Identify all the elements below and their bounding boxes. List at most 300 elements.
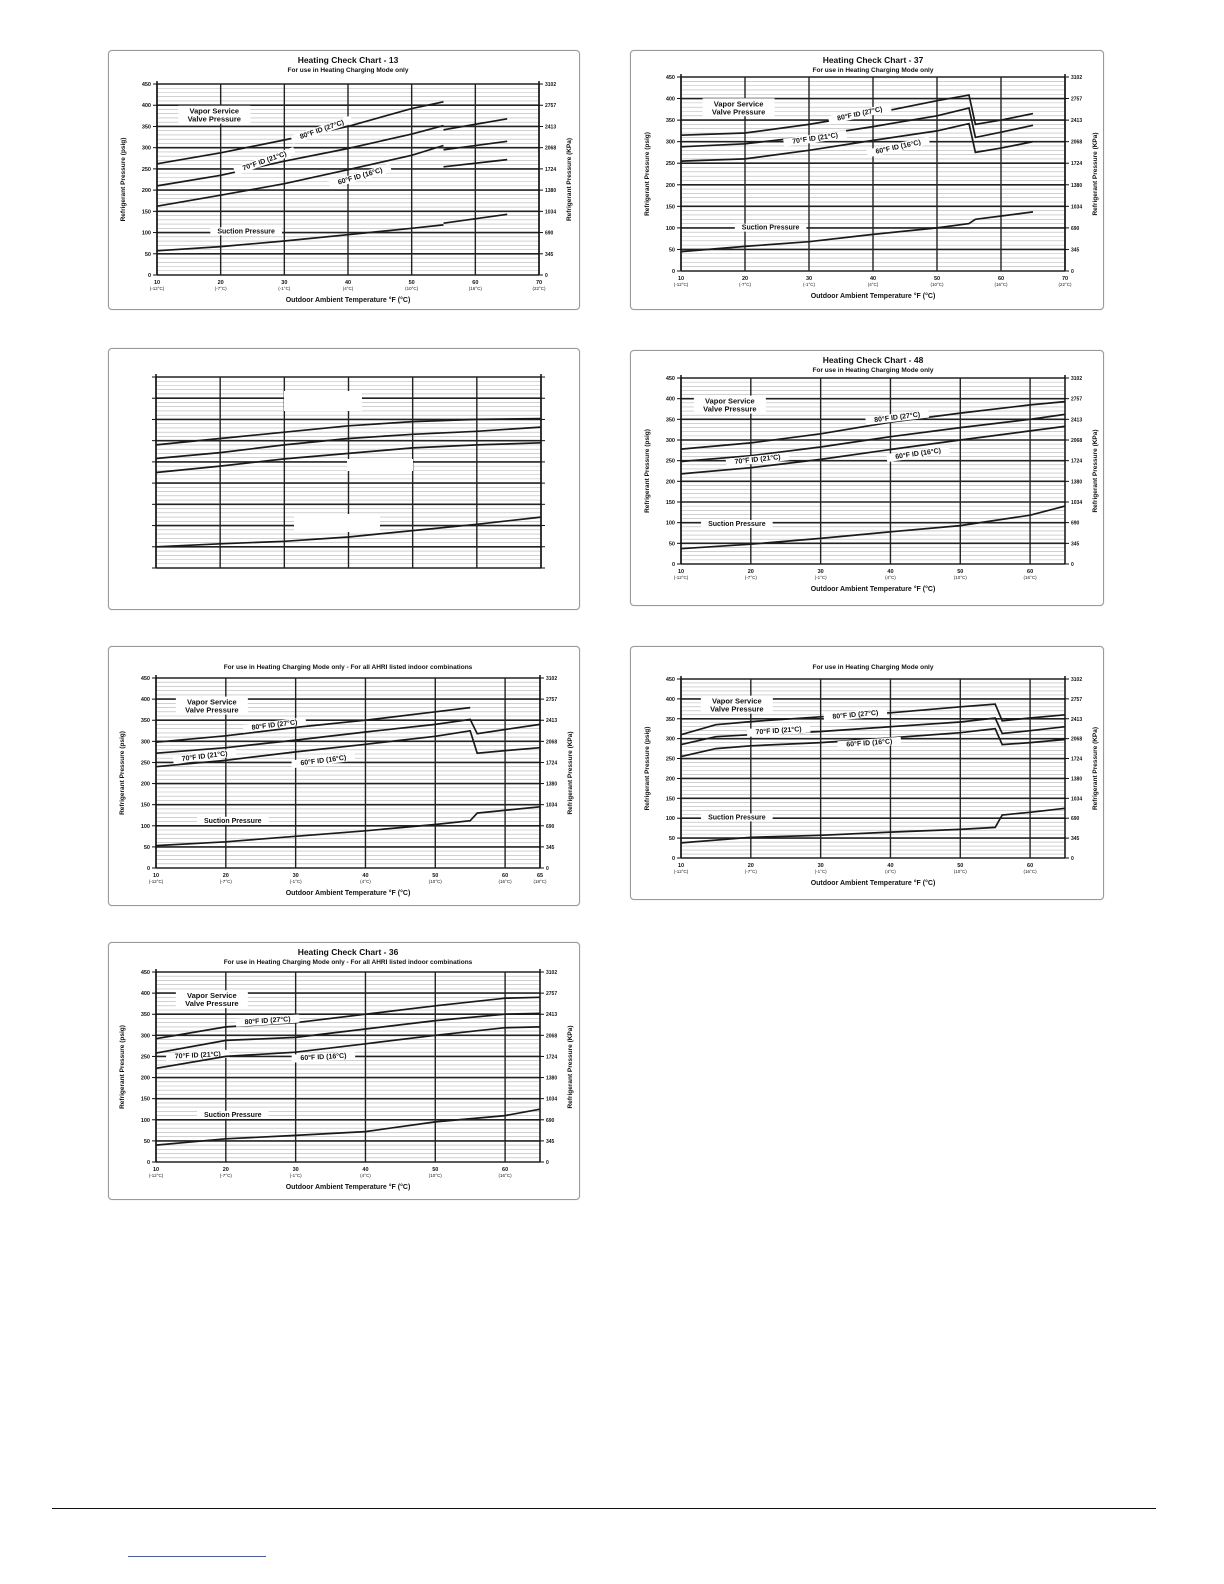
y-right-tick-label: 2757	[1071, 396, 1083, 403]
x-tick-celsius: (16°C)	[468, 286, 482, 291]
x-tick-label: 60	[997, 276, 1005, 282]
x-tick-celsius: (-7°C)	[738, 282, 752, 287]
x-tick-label: 20	[747, 863, 754, 869]
y-right-tick-label: 1724	[546, 1054, 558, 1061]
x-tick-label: 40	[362, 1167, 369, 1173]
chart-svg	[631, 647, 1103, 899]
series-label-group	[701, 520, 773, 528]
x-tick-label: 40	[887, 863, 894, 869]
y-tick-label: 350	[140, 718, 150, 725]
x-tick-celsius: (-12°C)	[148, 1173, 164, 1178]
y-tick-label: 100	[140, 1117, 150, 1124]
vapor-label-line2: Valve Pressure	[703, 404, 757, 414]
chart-svg	[109, 349, 579, 609]
y-axis-title-right: Refrigerant Pressure (KPa)	[1092, 429, 1099, 513]
x-tick-celsius: (-7°C)	[214, 286, 227, 291]
y-tick-label: 350	[665, 118, 675, 125]
series-label: Suction Pressure	[741, 224, 800, 232]
series-label-group	[197, 1111, 269, 1119]
series-label: 80°F ID (27°C)	[244, 1016, 291, 1027]
x-tick-label: 30	[292, 1167, 299, 1173]
y-tick-label: 450	[665, 677, 675, 683]
y-tick-label: 100	[665, 520, 675, 527]
chart-svg	[631, 351, 1103, 605]
x-axis-title: Outdoor Ambient Temperature °F (°C)	[285, 890, 411, 897]
x-tick-celsius: (10°C)	[953, 575, 967, 580]
y-axis-title-right: Refrigerant Pressure (KPa)	[1092, 132, 1099, 216]
x-tick-label: 30	[817, 569, 824, 575]
x-tick-label: 20	[741, 276, 749, 282]
x-tick-label: 70	[1061, 276, 1069, 282]
y-right-tick-label: 2068	[1071, 438, 1083, 444]
series-label: Suction Pressure	[204, 1111, 262, 1119]
x-tick-label: 40	[344, 280, 352, 286]
y-right-tick-label: 2413	[1071, 716, 1083, 723]
chart-subtitle: For use in Heating Charging Mode only	[812, 664, 934, 671]
y-tick-label: 200	[140, 1075, 150, 1082]
y-tick-label: 150	[140, 1096, 150, 1103]
chart-title: Heating Check Chart - 13	[297, 55, 399, 65]
y-tick-label: 50	[668, 541, 675, 548]
y-tick-label: 350	[665, 417, 675, 424]
y-right-tick-label: 2413	[546, 1012, 558, 1019]
y-tick-label: 400	[665, 96, 675, 103]
series-label-group	[865, 410, 929, 426]
series-label: 70°F ID (21°C)	[755, 726, 802, 737]
y-tick-label: 350	[140, 1012, 150, 1019]
y-tick-label: 0	[147, 273, 151, 279]
y-right-tick-label: 1724	[1071, 161, 1083, 168]
chart-panel-36	[108, 942, 580, 1200]
x-tick-celsius: (4°C)	[885, 575, 896, 580]
y-tick-label: 450	[141, 82, 151, 88]
x-tick-label: 10	[152, 1167, 160, 1173]
y-tick-label: 50	[668, 247, 675, 254]
x-tick-celsius: (16°C)	[1023, 575, 1037, 580]
x-axis-title: Outdoor Ambient Temperature °F (°C)	[810, 880, 936, 887]
y-right-tick-label: 345	[546, 844, 555, 851]
y-right-tick-label: 1380	[546, 1075, 558, 1082]
x-tick-label: 20	[747, 569, 754, 575]
x-tick-celsius: (-7°C)	[744, 575, 757, 580]
y-tick-label: 250	[141, 166, 151, 173]
y-right-tick-label: 1380	[1071, 776, 1083, 783]
y-tick-label: 350	[141, 124, 151, 131]
x-axis-title: Outdoor Ambient Temperature °F (°C)	[285, 1184, 411, 1191]
series-label: 80°F ID (27°C)	[251, 719, 298, 732]
y-tick-label: 400	[140, 697, 150, 704]
series-label: 80°F ID (27°C)	[299, 119, 345, 141]
y-tick-label: 300	[140, 739, 150, 746]
y-right-tick-label: 1380	[1071, 182, 1083, 189]
x-tick-label: 30	[805, 276, 813, 282]
series-label: Suction Pressure	[204, 817, 262, 825]
y-tick-label: 450	[665, 376, 675, 382]
y-tick-label: 0	[671, 562, 675, 568]
y-right-tick-label: 1034	[1071, 204, 1083, 211]
y-tick-label: 250	[140, 760, 150, 767]
x-tick-label: 50	[432, 873, 439, 879]
y-right-tick-label: 1380	[546, 781, 558, 788]
masked-label-area	[284, 391, 362, 411]
vapor-label-line2: Valve Pressure	[710, 704, 764, 714]
x-tick-label: 10	[153, 280, 161, 286]
series-line-3	[681, 212, 1033, 252]
vapor-label-line2: Valve Pressure	[185, 999, 239, 1009]
series-line-1	[156, 1013, 540, 1053]
y-tick-label: 100	[141, 230, 151, 237]
y-right-tick-label: 2757	[545, 103, 557, 110]
series-label: Suction Pressure	[708, 814, 766, 822]
series-label: 70°F ID (21°C)	[791, 132, 839, 146]
y-axis-title-left: Refrigerant Pressure (psig)	[644, 429, 651, 513]
y-tick-label: 450	[140, 970, 150, 976]
series-label-group	[210, 227, 282, 235]
x-tick-label: 10	[152, 873, 160, 879]
y-right-tick-label: 345	[1071, 247, 1080, 254]
x-tick-celsius: (-12°C)	[673, 869, 689, 874]
y-right-tick-label: 1724	[546, 760, 558, 767]
x-tick-celsius: (10°C)	[405, 286, 419, 291]
y-right-tick-label: 690	[545, 230, 554, 237]
y-axis-title-left: Refrigerant Pressure (psig)	[119, 1025, 126, 1109]
series-line-2	[681, 426, 1065, 474]
y-right-tick-label: 2068	[545, 145, 557, 152]
vapor-label-line1: Vapor Service	[189, 106, 240, 116]
series-label: 60°F ID (16°C)	[300, 1052, 347, 1063]
y-tick-label: 250	[665, 161, 675, 168]
y-right-tick-label: 2413	[1071, 118, 1083, 125]
x-tick-celsius: (-1°C)	[814, 869, 827, 874]
y-right-tick-label: 2413	[546, 718, 558, 725]
chart-svg	[109, 943, 579, 1199]
x-tick-label: 10	[677, 276, 685, 282]
x-axis-title: Outdoor Ambient Temperature °F (°C)	[810, 586, 936, 593]
x-axis-title: Outdoor Ambient Temperature °F (°C)	[285, 297, 411, 304]
series-label-group	[197, 817, 269, 825]
y-tick-label: 300	[665, 736, 675, 743]
chart-title: Heating Check Chart - 48	[822, 355, 924, 365]
series-label: Suction Pressure	[217, 228, 275, 236]
x-tick-label: 20	[222, 1167, 229, 1173]
x-tick-label: 65	[536, 873, 544, 879]
x-tick-celsius: (22°C)	[532, 286, 546, 291]
y-tick-label: 150	[665, 500, 675, 506]
y-tick-label: 300	[665, 139, 675, 146]
y-tick-label: 400	[665, 696, 675, 703]
y-axis-title-left: Refrigerant Pressure (psig)	[120, 137, 127, 222]
y-tick-label: 100	[140, 823, 150, 830]
x-tick-label: 10	[677, 569, 685, 575]
series-label: 80°F ID (27°C)	[832, 709, 879, 721]
y-tick-label: 350	[665, 716, 675, 723]
y-right-tick-label: 1034	[546, 802, 558, 809]
chart-title: Heating Check Chart - 37	[822, 55, 924, 65]
x-tick-celsius: (4°C)	[867, 282, 879, 287]
x-tick-celsius: (10°C)	[930, 282, 944, 287]
y-tick-label: 250	[665, 458, 675, 465]
chart-panel-37	[630, 50, 1104, 310]
y-tick-label: 400	[141, 103, 151, 110]
y-tick-label: 100	[665, 225, 675, 232]
series-label-group	[291, 116, 354, 144]
x-tick-celsius: (10°C)	[428, 879, 442, 884]
y-right-tick-label: 690	[546, 823, 555, 830]
vapor-label-line1: Vapor Service	[705, 396, 755, 406]
y-right-tick-label: 345	[1071, 836, 1080, 843]
y-right-tick-label: 690	[1071, 816, 1080, 823]
x-tick-label: 50	[957, 569, 964, 575]
chart-subtitle: For use in Heating Charging Mode only	[287, 67, 409, 74]
x-tick-label: 60	[502, 873, 509, 879]
y-right-tick-label: 2068	[546, 1033, 558, 1040]
y-tick-label: 100	[665, 816, 675, 823]
y-right-tick-label: 2757	[546, 697, 558, 704]
x-tick-label: 30	[292, 873, 299, 879]
x-tick-label: 20	[222, 873, 229, 879]
y-right-tick-label: 3102	[546, 676, 558, 682]
chart-subtitle: For use in Heating Charging Mode only	[812, 367, 934, 374]
series-line-2	[157, 146, 444, 207]
y-tick-label: 300	[141, 145, 151, 152]
y-tick-label: 400	[140, 991, 150, 998]
chart-subtitle: For use in Heating Charging Mode only	[812, 67, 934, 74]
x-axis-title: Outdoor Ambient Temperature °F (°C)	[810, 293, 936, 300]
x-tick-label: 60	[502, 1167, 509, 1173]
x-tick-celsius: (16°C)	[498, 1173, 512, 1178]
y-right-tick-label: 690	[546, 1117, 555, 1124]
x-tick-label: 70	[535, 280, 543, 286]
x-tick-celsius: (-1°C)	[289, 879, 302, 884]
y-tick-label: 400	[665, 396, 675, 403]
x-tick-label: 20	[217, 280, 224, 286]
y-right-tick-label: 690	[1071, 225, 1080, 232]
y-tick-label: 300	[665, 438, 675, 444]
y-tick-label: 0	[146, 1160, 150, 1166]
y-axis-title-right: Refrigerant Pressure (KPa)	[1092, 726, 1099, 811]
masked-label-area	[347, 459, 413, 471]
y-tick-label: 50	[144, 251, 151, 258]
series-label: 70°F ID (21°C)	[174, 1051, 221, 1061]
y-tick-label: 150	[141, 209, 151, 216]
x-tick-celsius: (-1°C)	[814, 575, 827, 580]
x-tick-celsius: (-1°C)	[289, 1173, 302, 1178]
y-tick-label: 200	[141, 188, 151, 195]
y-tick-label: 0	[671, 856, 675, 862]
y-right-tick-label: 0	[1071, 562, 1074, 568]
y-tick-label: 200	[665, 776, 675, 783]
chart-panel-blank	[108, 348, 580, 610]
series-label-group	[735, 224, 807, 232]
y-right-tick-label: 2068	[1071, 139, 1083, 146]
y-right-tick-label: 0	[1071, 269, 1074, 275]
y-tick-label: 50	[668, 836, 675, 843]
y-tick-label: 150	[665, 796, 675, 803]
y-axis-title-right: Refrigerant Pressure (KPa)	[566, 137, 573, 222]
y-right-tick-label: 2068	[1071, 736, 1083, 743]
series-label-group	[886, 445, 950, 462]
y-tick-label: 0	[671, 269, 675, 275]
vapor-label-line1: Vapor Service	[712, 696, 762, 706]
series-label: 60°F ID (16°C)	[337, 167, 384, 187]
series-label: 60°F ID (16°C)	[894, 447, 942, 461]
vapor-label-line1: Vapor Service	[187, 991, 237, 1001]
y-right-tick-label: 690	[1071, 520, 1080, 527]
series-label-group	[166, 1050, 230, 1061]
y-right-tick-label: 3102	[1071, 376, 1083, 382]
y-right-tick-label: 2757	[1071, 96, 1083, 103]
x-tick-celsius: (4°C)	[360, 1173, 371, 1178]
x-tick-label: 50	[432, 1167, 439, 1173]
series-label: Suction Pressure	[708, 520, 766, 528]
y-right-tick-label: 3102	[1071, 677, 1083, 683]
y-right-tick-label: 1034	[1071, 500, 1083, 506]
x-tick-celsius: (4°C)	[342, 286, 354, 291]
y-axis-title-left: Refrigerant Pressure (psig)	[644, 726, 651, 811]
series-label: 60°F ID (16°C)	[875, 139, 922, 156]
y-axis-title-right: Refrigerant Pressure (KPa)	[567, 1025, 574, 1109]
series-label-group	[701, 813, 773, 821]
y-right-tick-label: 345	[545, 251, 554, 258]
x-tick-celsius: (-1°C)	[278, 286, 291, 291]
chart-subtitle: For use in Heating Charging Mode only - For all AHRI listed indoor combinations	[223, 959, 473, 966]
y-right-tick-label: 1034	[546, 1096, 558, 1103]
series-label-group	[291, 753, 355, 769]
x-tick-celsius: (-12°C)	[148, 879, 164, 884]
vapor-label-line1: Vapor Service	[713, 99, 764, 109]
y-tick-label: 250	[665, 756, 675, 763]
x-tick-label: 10	[677, 863, 685, 869]
x-tick-celsius: (18°C)	[533, 879, 547, 884]
x-tick-label: 40	[362, 873, 369, 879]
x-tick-label: 40	[887, 569, 894, 575]
vapor-label-line1: Vapor Service	[187, 697, 237, 707]
x-tick-celsius: (10°C)	[428, 1173, 442, 1178]
x-tick-celsius: (22°C)	[1058, 282, 1072, 287]
y-right-tick-label: 1724	[1071, 756, 1083, 763]
x-tick-label: 40	[869, 276, 877, 282]
chart-title: Heating Check Chart - 36	[297, 947, 399, 957]
x-tick-celsius: (4°C)	[885, 869, 896, 874]
series-label: 80°F ID (27°C)	[873, 411, 921, 425]
chart-panel-ahri	[108, 646, 580, 906]
y-right-tick-label: 1724	[1071, 458, 1083, 465]
y-right-tick-label: 345	[1071, 541, 1080, 548]
y-tick-label: 0	[146, 866, 150, 872]
y-tick-label: 200	[665, 182, 675, 189]
x-tick-celsius: (10°C)	[953, 869, 967, 874]
chart-panel-mode	[630, 646, 1104, 900]
series-label-group	[783, 130, 847, 147]
y-right-tick-label: 345	[546, 1138, 555, 1145]
y-right-tick-label: 2068	[546, 739, 558, 746]
y-right-tick-label: 2413	[545, 124, 557, 131]
vapor-label-line2: Valve Pressure	[711, 107, 766, 117]
y-axis-title-left: Refrigerant Pressure (psig)	[119, 731, 126, 815]
x-tick-label: 30	[281, 280, 288, 286]
series-label: 60°F ID (16°C)	[300, 754, 347, 768]
series-group	[156, 705, 540, 846]
x-tick-celsius: (16°C)	[498, 879, 512, 884]
x-tick-celsius: (-7°C)	[744, 869, 757, 874]
bottom-rule	[52, 1508, 1156, 1509]
y-tick-label: 150	[665, 204, 675, 211]
y-tick-label: 50	[143, 1138, 150, 1145]
masked-label-area	[294, 514, 380, 532]
x-tick-celsius: (-7°C)	[219, 879, 232, 884]
y-right-tick-label: 1034	[1071, 796, 1083, 803]
y-tick-label: 300	[140, 1033, 150, 1040]
vapor-label-line2: Valve Pressure	[187, 114, 241, 124]
y-tick-label: 50	[143, 844, 150, 851]
y-right-tick-label: 1724	[545, 166, 557, 173]
series-label: 70°F ID (21°C)	[181, 750, 228, 764]
series-label: 60°F ID (16°C)	[846, 738, 893, 749]
chart-subtitle: For use in Heating Charging Mode only - For all AHRI listed indoor combinations	[223, 664, 473, 671]
y-tick-label: 150	[140, 802, 150, 809]
x-tick-celsius: (-12°C)	[149, 286, 165, 291]
x-tick-label: 50	[933, 276, 941, 282]
series-label-group	[747, 725, 811, 737]
y-right-tick-label: 0	[545, 273, 548, 279]
x-tick-label: 30	[817, 863, 824, 869]
y-axis-title-left: Refrigerant Pressure (psig)	[644, 132, 651, 216]
y-right-tick-label: 0	[1071, 856, 1074, 862]
x-tick-label: 50	[957, 863, 964, 869]
y-tick-label: 250	[140, 1054, 150, 1061]
y-right-tick-label: 1034	[545, 209, 557, 216]
x-tick-celsius: (16°C)	[994, 282, 1008, 287]
chart-svg	[109, 51, 579, 309]
x-tick-celsius: (4°C)	[360, 879, 371, 884]
y-right-tick-label: 3102	[1071, 75, 1083, 81]
y-right-tick-label: 2757	[1071, 696, 1083, 703]
series-line-3	[157, 225, 444, 251]
x-tick-celsius: (-12°C)	[673, 575, 689, 580]
y-right-tick-label: 0	[546, 866, 549, 872]
y-right-tick-label: 2413	[1071, 417, 1083, 424]
x-tick-label: 60	[472, 280, 479, 286]
series-group	[156, 997, 540, 1145]
y-right-tick-label: 1380	[545, 188, 557, 195]
y-right-tick-label: 3102	[545, 82, 557, 88]
chart-svg	[109, 647, 579, 905]
x-tick-label: 60	[1027, 569, 1034, 575]
footer-link-underline[interactable]	[128, 1556, 266, 1557]
chart-panel-13	[108, 50, 580, 310]
series-label-group	[828, 103, 892, 124]
series-label: 70°F ID (21°C)	[241, 150, 288, 173]
chart-panel-48	[630, 350, 1104, 606]
y-tick-label: 450	[665, 75, 675, 81]
x-tick-celsius: (-12°C)	[673, 282, 689, 287]
y-axis-title-right: Refrigerant Pressure (KPa)	[567, 731, 574, 815]
y-tick-label: 450	[140, 676, 150, 682]
x-tick-celsius: (16°C)	[1023, 869, 1037, 874]
y-tick-label: 200	[140, 781, 150, 788]
chart-svg	[631, 51, 1103, 309]
x-tick-celsius: (-1°C)	[802, 282, 816, 287]
series-label: 80°F ID (27°C)	[836, 106, 884, 123]
y-right-tick-label: 0	[546, 1160, 549, 1166]
y-right-tick-label: 2757	[546, 991, 558, 998]
y-right-tick-label: 1380	[1071, 479, 1083, 486]
vapor-label-line2: Valve Pressure	[185, 705, 239, 715]
x-tick-label: 50	[408, 280, 415, 286]
series-label: 70°F ID (21°C)	[734, 454, 781, 466]
series-line-2	[156, 1027, 540, 1068]
x-tick-celsius: (-7°C)	[219, 1173, 232, 1178]
